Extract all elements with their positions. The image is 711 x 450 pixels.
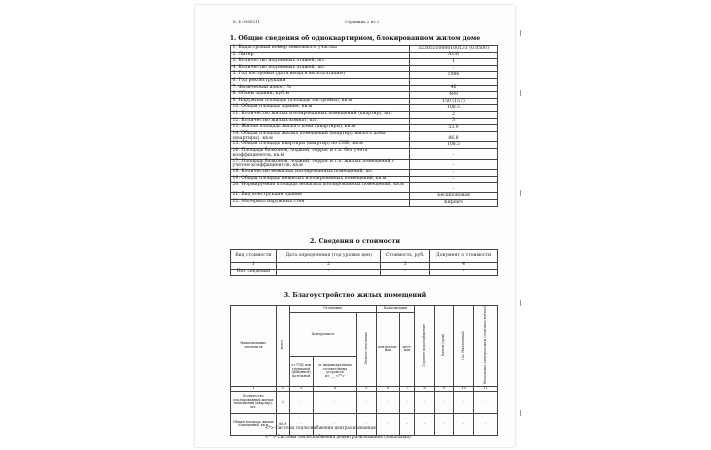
cost-col-number: 2 — [276, 263, 381, 270]
binding-mark — [520, 190, 521, 196]
info-label: 19. Общая площадь нежилых изолированных помещений, кв.м — [231, 176, 410, 183]
info-value: 108.5 — [410, 142, 498, 149]
amenities-table — [230, 305, 498, 436]
info-label: 7. Физический износ, % — [231, 85, 410, 92]
document-page — [195, 5, 515, 447]
cost-cell: - — [430, 269, 498, 276]
info-value: 5 — [410, 118, 498, 125]
amenities-col-number: 11 — [473, 386, 497, 391]
cost-col-number: 1 — [231, 263, 277, 270]
cost-header-date: Дата определения (год уровня цен) — [276, 250, 381, 263]
info-value: 489 — [410, 92, 498, 99]
info-label: 10. Общая площадь здания, кв.м — [231, 105, 410, 112]
amenities-col-number: 2 — [276, 386, 289, 391]
amenities-header-name: Наименование элементов — [231, 306, 277, 387]
cost-table — [230, 249, 498, 276]
amenities-cell: - — [454, 391, 474, 413]
amenities-cell: - — [289, 413, 313, 435]
binding-mark — [520, 300, 521, 306]
amenities-header-water: Горячее водоснабжение — [415, 306, 435, 387]
amenities-col-number: 7 — [400, 386, 415, 391]
amenities-cell: - — [473, 391, 497, 413]
amenities-cell: - — [400, 391, 415, 413]
info-label: 2. Литер — [231, 52, 410, 59]
section3-title: 3. Благоустройство жилых помещений — [283, 292, 427, 299]
section1-title: 1. Общие сведения об одноквартирном, блокированном жилом доме — [229, 35, 481, 42]
info-value: А1/6 — [410, 52, 498, 59]
info-label: 9. Наружная площадь (площадь застройки), кв.м — [231, 98, 410, 105]
amenities-cell: - — [357, 391, 377, 413]
amenities-row — [231, 391, 498, 413]
amenities-row-total: 2 — [276, 391, 289, 413]
amenities-cell: - — [434, 413, 454, 435]
amenities-col-number: 3 — [289, 386, 313, 391]
amenities-row-name: Количество изолированных жилых помещений (квартир), шт. — [231, 391, 277, 413]
cost-header-amount: Стоимость, руб. — [381, 250, 430, 263]
cost-header-type: Вид стоимости — [231, 250, 277, 263]
amenities-header-bath: Ванны (душ) — [434, 306, 454, 387]
cost-cell: - — [381, 269, 430, 276]
amenities-header-local: Печное отопление — [357, 313, 377, 387]
amenities-col-number: 4 — [313, 386, 357, 391]
info-label: 15. Общая площадь квартиры (квартир) по СНБ, кв.м — [231, 142, 410, 149]
amenities-cell: - — [415, 413, 435, 435]
amenities-header-local-sewer: мест- ная — [400, 313, 415, 387]
cost-header-document: Документ о стоимости — [430, 250, 498, 263]
info-value: 1 — [410, 59, 498, 66]
amenities-header-sewer: Канализация — [376, 306, 414, 313]
info-label: 22. Материал наружных стен — [231, 199, 410, 206]
info-label: 21. Вид конструкции здания — [231, 193, 410, 200]
cost-col-number: 4 — [430, 263, 498, 270]
info-label: 17. Площадь балконов, лоджий, террас и т.п. жилых помещений с учетом коэффициентов, кв.м — [231, 159, 410, 170]
amenities-header-heating: Отопление — [289, 306, 376, 313]
info-value: - — [410, 159, 498, 170]
amenities-col-number: 9 — [434, 386, 454, 391]
info-label: 8. Объем здания, куб.м — [231, 92, 410, 99]
amenities-header-elec: Напольные электроплиты (отдельно взятые) — [473, 306, 497, 387]
info-value: 32305510000100131 (0.0500) — [410, 46, 498, 53]
footnote-central: <*> Система теплоснабжения централизованная. — [265, 425, 378, 430]
amenities-header-gas: Газ (баллонный) — [454, 306, 474, 387]
info-value: 40 — [410, 85, 498, 92]
info-value: 2 — [410, 111, 498, 118]
amenities-cell: - — [376, 413, 399, 435]
amenities-cell: - — [400, 413, 415, 435]
amenities-cell: - — [313, 413, 357, 435]
info-label: 16. Площадь балконов, лоджий, террас и т.п. без учета коэффициентов, кв.м — [231, 148, 410, 159]
info-label: 14. Общая площадь жилых помещений (квартир) жилого дома (квартиры), кв.м — [231, 131, 410, 142]
info-value: - — [410, 65, 498, 72]
document-number: lt. 4 0985511 — [233, 19, 261, 24]
amenities-cell: - — [376, 391, 399, 413]
amenities-row-name: Общая площадь жилых помещений, кв.м — [231, 413, 277, 435]
amenities-header-individual-sub: из ___ <**> — [325, 373, 345, 378]
footnote-local: <**> Система теплоснабжения децентрализованная (локальная). — [265, 434, 412, 439]
cost-cell: Нет сведений — [231, 269, 277, 276]
amenities-header-central: Центральное — [289, 313, 356, 357]
amenities-header-total: всего — [276, 306, 289, 387]
info-value: - — [410, 183, 498, 193]
section2-title: 2. Сведения о стоимости — [310, 238, 400, 245]
amenities-col-number: 1 — [231, 386, 277, 391]
info-value: - — [410, 176, 498, 183]
general-info-table — [230, 45, 498, 207]
amenities-cell: - — [357, 413, 377, 435]
info-row — [231, 148, 498, 159]
info-value: Бесшпоновая — [410, 193, 498, 200]
info-value: - — [410, 148, 498, 159]
amenities-cell: - — [289, 391, 313, 413]
info-value: 108.5 — [410, 105, 498, 112]
page-counter: Страница 2 из 2 — [345, 19, 380, 24]
amenities-cell: - — [415, 391, 435, 413]
info-label: 1. Кадастровый номер земельного участка — [231, 46, 410, 53]
info-value: Кирпич — [410, 199, 498, 206]
amenities-header-individual: от индивидуальных отопительных устройств из ___ <**> — [313, 356, 357, 386]
amenities-cell: - — [454, 413, 474, 435]
cost-cell: - — [276, 269, 381, 276]
info-value: 150 (157) — [410, 98, 498, 105]
info-label: 11. Количество жилых изолированных помещений (квартир), шт. — [231, 111, 410, 118]
info-label: 20. Нормируемая площадь нежилых изолированных помещений, кв.м — [231, 183, 410, 193]
info-value: 1986 — [410, 72, 498, 79]
info-value: 86.8 — [410, 131, 498, 142]
amenities-col-number: 10 — [454, 386, 474, 391]
binding-mark — [520, 90, 521, 96]
info-label: 18. Количество нежилых изолированных помещений, шт. — [231, 170, 410, 177]
cost-col-number: 3 — [381, 263, 430, 270]
amenities-col-number: 8 — [415, 386, 435, 391]
amenities-header-tec: от ТЭЦ или групповой (районной) котельной — [289, 356, 313, 386]
info-label: 13. Жилая площадь жилого дома (квартиры), кв.м — [231, 125, 410, 132]
amenities-row-total: 86.8 — [276, 413, 289, 435]
amenities-cell: - — [473, 413, 497, 435]
binding-mark — [520, 30, 521, 36]
amenities-cell: - — [434, 391, 454, 413]
info-value: - — [410, 170, 498, 177]
info-label: 6. Год реконструкции — [231, 78, 410, 85]
amenities-header-central-sewer: централиз- ная — [376, 313, 399, 387]
info-row — [231, 199, 498, 206]
info-label: 3. Количество надземных этажей, шт. — [231, 59, 410, 66]
binding-mark — [520, 410, 521, 416]
info-label: 4. Количество подземных этажей, шт. — [231, 65, 410, 72]
info-value: 53.9 — [410, 125, 498, 132]
amenities-col-number: 6 — [376, 386, 399, 391]
amenities-cell: - — [313, 391, 357, 413]
amenities-col-number: 5 — [357, 386, 377, 391]
info-label: 5. Год постройки (дата ввода в эксплуатацию) — [231, 72, 410, 79]
info-label: 12. Количество жилых комнат, шт. — [231, 118, 410, 125]
